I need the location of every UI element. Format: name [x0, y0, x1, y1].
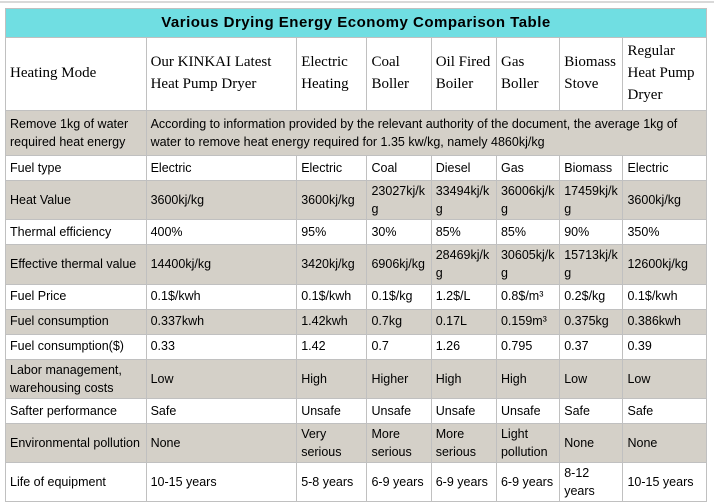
table-cell: 3600kj/kg [146, 181, 297, 220]
table-cell: Safe [623, 398, 707, 423]
table-cell: 6-9 years [367, 463, 431, 502]
table-cell: 0.8$/m³ [496, 284, 559, 309]
header-cell: Regular Heat Pump Dryer [623, 38, 707, 111]
table-cell: Coal [367, 156, 431, 181]
table-cell: Electric [297, 156, 367, 181]
table-cell: More serious [367, 423, 431, 462]
table-cell: 5-8 years [297, 463, 367, 502]
table-cell: Diesel [431, 156, 496, 181]
table-cell: 6906kj/kg [367, 245, 431, 284]
table-cell: More serious [431, 423, 496, 462]
table-cell: Unsafe [367, 398, 431, 423]
table-cell: 0.1$/kwh [297, 284, 367, 309]
table-cell: High [431, 359, 496, 398]
table-row [6, 423, 707, 462]
table-cell: 3420kj/kg [297, 245, 367, 284]
header-cell: Biomass Stove [560, 38, 623, 111]
table-cell: 85% [496, 220, 559, 245]
table-header-row [6, 38, 707, 111]
energy-comparison-table [5, 8, 707, 502]
row-label: Safter performance [6, 398, 147, 423]
table-row [6, 284, 707, 309]
table-row [6, 398, 707, 423]
table-cell: Very serious [297, 423, 367, 462]
table-row [6, 156, 707, 181]
table-cell: 6-9 years [496, 463, 559, 502]
table-row [6, 309, 707, 334]
table-title: Various Drying Energy Economy Comparison Table [6, 9, 707, 38]
table-cell: Low [560, 359, 623, 398]
row-label: Fuel consumption($) [6, 334, 147, 359]
table-cell: Safe [146, 398, 297, 423]
table-cell: None [146, 423, 297, 462]
header-cell: Gas Boller [496, 38, 559, 111]
table-cell: 0.375kg [560, 309, 623, 334]
table-cell: 30% [367, 220, 431, 245]
table-cell: 12600kj/kg [623, 245, 707, 284]
table-cell: Higher [367, 359, 431, 398]
row-label: Heat Value [6, 181, 147, 220]
table-cell: Electric [146, 156, 297, 181]
row-label: Thermal efficiency [6, 220, 147, 245]
table-cell: 0.337kwh [146, 309, 297, 334]
table-cell: Unsafe [496, 398, 559, 423]
table-cell: 6-9 years [431, 463, 496, 502]
table-cell: 400% [146, 220, 297, 245]
note-text: According to information provided by the relevant authority of the document, the average 1kg of water to remove heat energy required for 1.35 kw/kg, namely 4860kj/kg [146, 111, 706, 156]
table-cell: Safe [560, 398, 623, 423]
table-cell: None [623, 423, 707, 462]
row-label: Fuel type [6, 156, 147, 181]
table-cell: Gas [496, 156, 559, 181]
row-label: Environmental pollution [6, 423, 147, 462]
table-cell: None [560, 423, 623, 462]
row-label: Fuel Price [6, 284, 147, 309]
row-label: Effective thermal value [6, 245, 147, 284]
table-cell: 0.39 [623, 334, 707, 359]
table-cell: 0.386kwh [623, 309, 707, 334]
table-cell: 1.2$/L [431, 284, 496, 309]
header-cell: Electric Heating [297, 38, 367, 111]
table-cell: 17459kj/kg [560, 181, 623, 220]
table-cell: 10-15 years [146, 463, 297, 502]
table-cell: Light pollution [496, 423, 559, 462]
table-cell: 0.159m³ [496, 309, 559, 334]
header-cell: Coal Boller [367, 38, 431, 111]
table-note-row [6, 111, 707, 156]
table-cell: 0.37 [560, 334, 623, 359]
table-cell: 15713kj/kg [560, 245, 623, 284]
table-cell: 1.42kwh [297, 309, 367, 334]
table-cell: 36006kj/kg [496, 181, 559, 220]
table-cell: Unsafe [431, 398, 496, 423]
table-row [6, 220, 707, 245]
table-cell: 350% [623, 220, 707, 245]
table-row [6, 359, 707, 398]
table-cell: 95% [297, 220, 367, 245]
table-cell: Low [146, 359, 297, 398]
table-row [6, 334, 707, 359]
table-cell: 0.33 [146, 334, 297, 359]
table-cell: High [496, 359, 559, 398]
table-row [6, 463, 707, 502]
row-label: Remove 1kg of water required heat energy [6, 111, 147, 156]
table-cell: 33494kj/kg [431, 181, 496, 220]
table-cell: 30605kj/kg [496, 245, 559, 284]
table-cell: 1.26 [431, 334, 496, 359]
table-cell: High [297, 359, 367, 398]
table-cell: 0.17L [431, 309, 496, 334]
table-cell: 0.7 [367, 334, 431, 359]
row-label: Fuel consumption [6, 309, 147, 334]
table-cell: 0.795 [496, 334, 559, 359]
table-cell: 90% [560, 220, 623, 245]
table-title-row [6, 9, 707, 38]
table-cell: 8-12 years [560, 463, 623, 502]
table-cell: 3600kj/kg [623, 181, 707, 220]
header-cell: Oil Fired Boiler [431, 38, 496, 111]
row-label: Labor management, warehousing costs [6, 359, 147, 398]
table-cell: 23027kj/kg [367, 181, 431, 220]
table-cell: Electric [623, 156, 707, 181]
table-cell: 14400kj/kg [146, 245, 297, 284]
table-cell: 10-15 years [623, 463, 707, 502]
table-cell: 0.1$/kg [367, 284, 431, 309]
table-cell: 3600kj/kg [297, 181, 367, 220]
header-cell: Our KINKAI Latest Heat Pump Dryer [146, 38, 297, 111]
table-cell: 28469kj/kg [431, 245, 496, 284]
table-cell: Low [623, 359, 707, 398]
table-cell: Unsafe [297, 398, 367, 423]
row-label: Life of equipment [6, 463, 147, 502]
table-row [6, 181, 707, 220]
comparison-table-container [5, 8, 707, 502]
table-cell: Biomass [560, 156, 623, 181]
table-cell: 0.7kg [367, 309, 431, 334]
header-cell: Heating Mode [6, 38, 147, 111]
table-cell: 0.1$/kwh [623, 284, 707, 309]
table-cell: 0.2$/kg [560, 284, 623, 309]
table-cell: 0.1$/kwh [146, 284, 297, 309]
table-cell: 85% [431, 220, 496, 245]
page-top-rule [0, 1, 714, 3]
table-row [6, 245, 707, 284]
table-cell: 1.42 [297, 334, 367, 359]
